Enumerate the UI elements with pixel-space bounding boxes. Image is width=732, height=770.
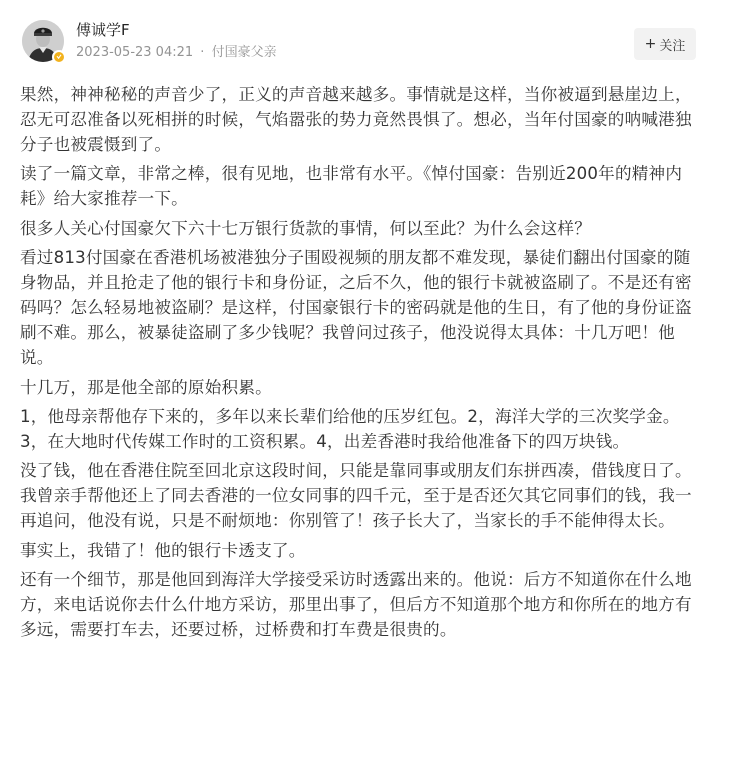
meta-separator: ·	[200, 45, 205, 60]
paragraph: 还有一个细节，那是他回到海洋大学接受采访时透露出来的。他说：后方不知道你在什么地方，来电话说你去什么什地方采访，那里出事了，但后方不知道那个地方和你所在的地方有多远，需要打车去，还要过桥，过桥费和打车费是很贵的。	[20, 570, 692, 640]
post-meta	[76, 45, 277, 61]
author-name[interactable]: 傅诚学F	[76, 21, 130, 39]
paragraph: 没了钱，他在香港住院至回北京这段时间，只能是靠同事或朋友们东拼西凑，借钱度日了。我曾亲手帮他还上了同去香港的一位女同事的四千元，至于是否还欠其它同事们的钱，我一再追问，他没有说，只是不耐烦地：你别管了！孩子长大了，当家长的手不能伸得太长。	[20, 461, 692, 531]
paragraph: 事实上，我错了！他的银行卡透支了。	[20, 540, 306, 560]
paragraph: 十几万，那是他全部的原始积累。	[20, 377, 272, 397]
post-header	[0, 0, 732, 76]
paragraph: 1，他母亲帮他存下来的，多年以来长辈们给他的压岁红包。2，海洋大学的三次奖学金。3，在大地时代传媒工作时的工资积累。4，出差香港时我给他准备下的四万块钱。	[20, 406, 680, 451]
paragraph: 很多人关心付国豪欠下六十七万银行货款的事情，何以至此？为什么会这样？	[20, 218, 591, 238]
follow-button[interactable]	[634, 28, 696, 60]
paragraph: 读了一篇文章，非常之棒，很有见地，也非常有水平。《悼付国豪：告别近200年的精神内耗》给大家推荐一下。	[20, 164, 683, 209]
paragraph: 看过813付国豪在香港机场被港独分子围殴视频的朋友都不难发现，暴徒们翻出付国豪的随身物品，并且抢走了他的银行卡和身份证，之后不久，他的银行卡就被盗刷了。不是还有密码吗？怎么轻易地被盗刷？是这样，付国豪银行卡的密码就是他的生日，有了他的身份证盗刷不难。那么，被暴徒盗刷了多少钱呢？我曾问过孩子，他没说得太具体：十几万吧！他说。	[20, 248, 692, 368]
follow-label: 关注	[659, 38, 686, 54]
plus-icon: +	[644, 36, 657, 52]
post-source: 付国豪父亲	[211, 45, 277, 60]
paragraph: 果然，神神秘秘的声音少了，正义的声音越来越多。事情就是这样，当你被逼到悬崖边上，忍无可忍准备以死相拼的时候，气焰嚣张的势力竟然畏惧了。想必，当年付国豪的呐喊港独分子也被震慑到了。	[20, 85, 692, 154]
verified-badge-icon	[52, 50, 66, 64]
post-content	[20, 82, 696, 647]
post-timestamp[interactable]: 2023-05-23 04:21	[76, 45, 194, 60]
